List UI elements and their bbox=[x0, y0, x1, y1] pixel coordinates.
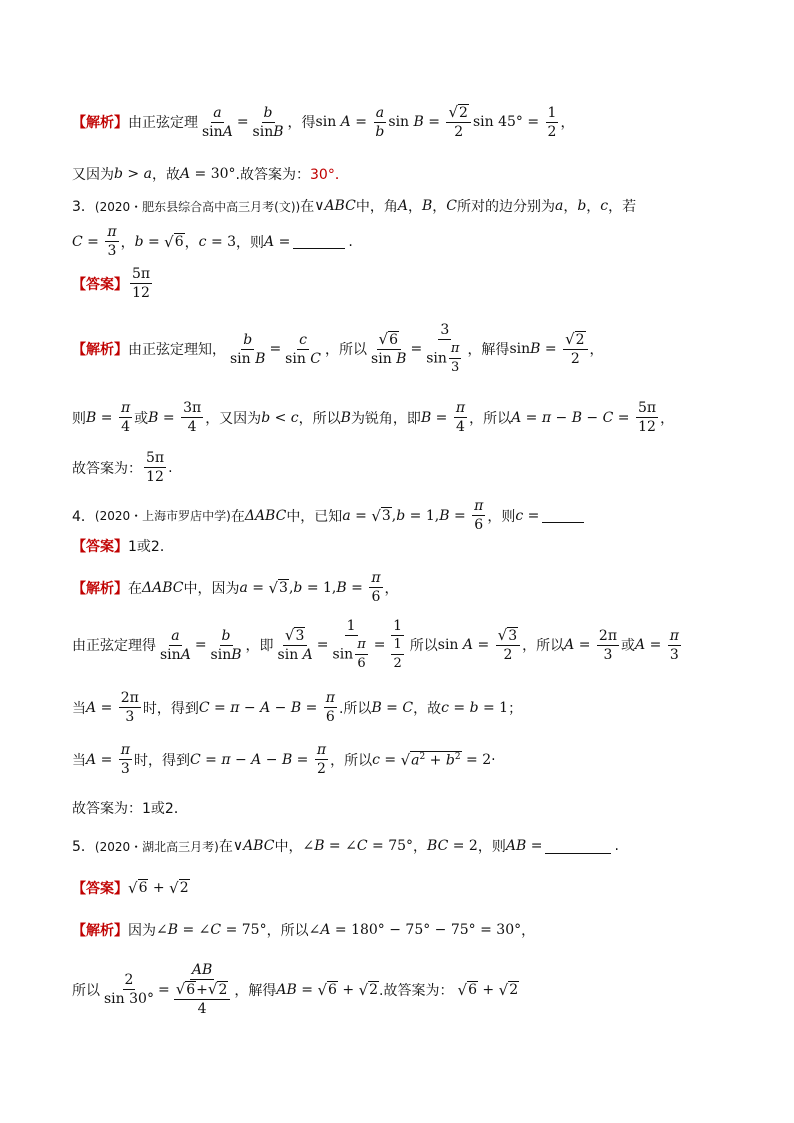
q4-analysis-line-1: 【解析】 在 ΔABC 中，因为 a = √ 3 , b = 1, B = $\frac{\pi}{6}$ ， bbox=[72, 570, 399, 605]
fraction: $\frac{\pi}{3}$ bbox=[669, 627, 679, 663]
q4-final: 故答案为：1或2． bbox=[72, 801, 188, 817]
fraction: 1 sin $\frac{\pi}{6}$ bbox=[332, 618, 366, 671]
q4-answer: 【答案】 1或2． bbox=[72, 536, 174, 556]
fraction: $\frac{\pi}{3}$ bbox=[120, 742, 130, 777]
question-source: (2020・肥东县综合高中高三月考(文)) bbox=[94, 199, 301, 214]
fraction: 3 sin $\frac{\pi}{3}$ bbox=[426, 322, 460, 375]
analysis-tag: 【解析】 bbox=[72, 580, 128, 597]
fraction: $\frac{b}{\sin B}$ bbox=[210, 627, 242, 663]
answer-blank bbox=[542, 508, 584, 523]
analysis-tag: 【解析】 bbox=[72, 923, 128, 939]
fraction: $\frac{\pi}{2}$ bbox=[316, 742, 327, 777]
q4-analysis-line-3: 当 A = $\frac{2\pi}{3}$ 时，得到 C = π − A − B = $\frac{\pi}{6}$ .所以 B = C ，故 c = b = 1 ； bbox=[72, 690, 523, 725]
fraction: $\frac{\pi}{4}$ bbox=[120, 400, 131, 435]
answer-tag: 【答案】 bbox=[72, 881, 128, 897]
fraction: $\frac{a}{\sin A}$ bbox=[202, 104, 233, 140]
fraction: $\frac{c}{\text{sin C}}$ bbox=[285, 331, 322, 367]
fraction: $\frac{3\pi}{4}$ bbox=[183, 400, 202, 435]
q3-analysis-line-1: 【解析】 由正弦定理知， $\frac{b}{\text{sin B}}$ = $\frac{c}{\text{sin C}}$ ，所以 √ 6 sin B = 3 sin $\frac{\pi}{3}$ ，解得 sin B = √ 2 2 ， bbox=[72, 322, 604, 375]
fraction: $\frac{2}{\sin 30^\circ}$ bbox=[104, 972, 154, 1007]
analysis-tag: 【解析】 bbox=[72, 115, 128, 131]
q3-conditions: C = $\frac{\pi}{3}$ ， b = √ 6 ， c = 3 ，则 A = . bbox=[72, 224, 353, 259]
q2-analysis-line-2: 又因为 b > a ，故 A = 30° .故答案为： 30°． bbox=[72, 166, 349, 183]
fraction: $\frac{5\pi}{12}$ bbox=[146, 450, 165, 485]
fraction: $\frac{1}{\frac{1}{2}}$ bbox=[393, 618, 403, 671]
q4-analysis-line-4: 当 A = $\frac{\pi}{3}$ 时，得到 C = π − A − B = $\frac{\pi}{2}$ ，所以 c = √ $a^2 + b^2$ = 2 · bbox=[72, 742, 496, 777]
q5-answer: 【答案】 √ 6 + √ 2 bbox=[72, 879, 189, 897]
fraction: √ 6 sin B bbox=[371, 330, 407, 367]
question-source: (2020・上海市罗店中学) bbox=[94, 509, 231, 523]
q5-analysis-line-2: 所以 $\frac{2}{\sin 30^\circ}$ = AB √ 6 + √ 2 4 ，解得 AB = √ 6 + √ 2 .故答案为： √ 6 + √ 2 bbox=[72, 962, 519, 1017]
fraction: $\frac{\pi}{6}$ bbox=[325, 690, 335, 725]
q3-stem: 3． (2020・肥东县综合高中高三月考(文)) 在 ∨ABC 中，角 A ， B ， C 所对的边分别为 a ， b ， c ，若 bbox=[72, 198, 637, 215]
answer-blank bbox=[545, 839, 611, 854]
q5-analysis-line-1: 【解析】 因为 ∠ B = ∠ C = 75° ，所以 ∠ A = 180° − 75° − 75° = 30° ， bbox=[72, 922, 536, 939]
fraction: $\frac{5\pi}{12}$ bbox=[637, 400, 657, 435]
q2-analysis-line-1: 【解析】 由正弦定理 $\frac{a}{\sin A}$ = $\frac{b}{\sin B}$ ，得 sin A = $\frac{a}{b}$ sin B = √ 2 2 sin 45° = $\frac{1}{2}$ ， bbox=[72, 103, 575, 140]
fraction: √ 2 2 bbox=[446, 104, 470, 140]
q3-analysis-line-2: 则 B = $\frac{\pi}{4}$ 或 B = $\frac{3\pi}{4}$ ，又因为 b < c ，所以 B 为锐角，即 B = $\frac{\pi}{4}$ ，所以 A = π − B − C = $\frac{5\pi}{12}$ ， bbox=[72, 400, 675, 435]
fraction: √ 3 sin A bbox=[277, 626, 313, 663]
q3-final: 故答案为： $\frac{5\pi}{12}$ . bbox=[72, 450, 173, 485]
q4-analysis-line-2: 由正弦定理得 $\frac{a}{\sin A}$ = $\frac{b}{\sin B}$ ，即 √ 3 sin A = 1 sin $\frac{\pi}{6}$ = $\frac{1}{\frac{1}{2}}$ 所以 sin A = √ 3 2 ，所以 A = $\frac{2\pi}{3}$ 或 A = $\frac{\pi}{3}$ bbox=[72, 618, 679, 671]
answer-tag: 【答案】 bbox=[72, 539, 128, 555]
fraction: $\frac{5\pi}{12}$ bbox=[132, 266, 151, 301]
fraction: $\frac{1}{2}$ bbox=[547, 104, 557, 140]
answer-tag: 【答案】 bbox=[72, 276, 128, 293]
analysis-tag: 【解析】 bbox=[72, 342, 128, 358]
q4-stem: 4． (2020・上海市罗店中学) 在 ΔABC 中，已知 a = √ 3 , b = 1, B = $\frac{\pi}{6}$ ，则 c = bbox=[72, 498, 587, 533]
q5-stem: 5． (2020・湖北高三月考) 在 ∨ABC 中， ∠ B = ∠ C = 75° ， BC = 2 ，则 AB = . bbox=[72, 838, 619, 855]
fraction: $\frac{b}{\text{sin B}}$ bbox=[230, 331, 266, 367]
fraction: AB √ 6 + √ 2 4 bbox=[172, 962, 233, 1017]
fraction: $\frac{2\pi}{3}$ bbox=[120, 690, 139, 725]
fraction: $\frac{\pi}{3}$ bbox=[107, 224, 117, 259]
fraction: $\frac{b}{\sin B}$ bbox=[252, 104, 284, 140]
fraction: $\frac{\pi}{4}$ bbox=[455, 400, 466, 435]
fraction: $\frac{a}{b}$ bbox=[375, 104, 385, 140]
fraction: $\frac{\pi}{6}$ bbox=[371, 570, 381, 605]
answer-blank bbox=[293, 234, 345, 249]
q3-answer bbox=[72, 266, 154, 301]
fraction: √ 2 2 bbox=[563, 331, 587, 367]
fraction: $\frac{a}{\sin A}$ bbox=[160, 627, 191, 663]
fraction: √ 3 2 bbox=[496, 627, 520, 663]
fraction: $\frac{2\pi}{3}$ bbox=[598, 627, 618, 663]
fraction: $\frac{\pi}{6}$ bbox=[474, 498, 484, 533]
question-source: (2020・湖北高三月考) bbox=[94, 839, 219, 854]
